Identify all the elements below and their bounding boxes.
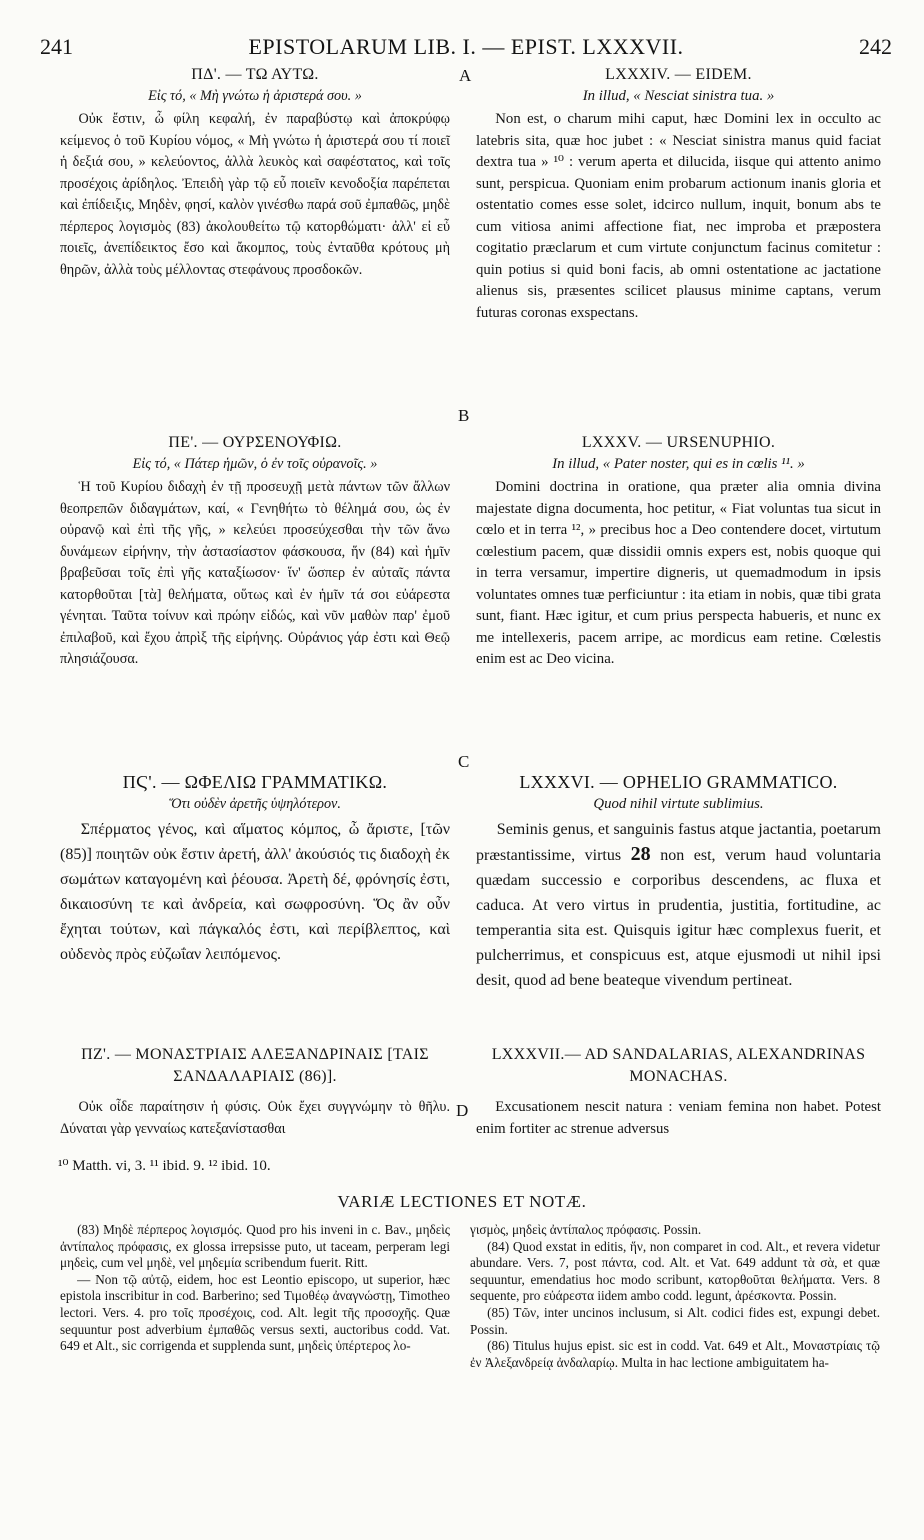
greek-text-87: Οὐκ οἶδε παραίτησιν ἡ φύσις. Οὐκ ἔχει συγγνώμην τὸ θῆλυ. Δύναται γὰρ γενναίως κατεξανίστασθαι [60, 1099, 450, 1137]
latin-subtitle-84: In illud, « Nesciat sinistra tua. » [582, 87, 775, 104]
latin-section-86 [476, 772, 881, 993]
running-title: EPISTOLARUM LIB. I. — EPIST. LXXXVII. [248, 34, 684, 59]
note-83: (83) Μηδὲ πέρπερος λογισμός. Quod pro his inveni in c. Bav., μηδεὶς ἀντίπαλος πρόφασις, ex glossa irrepsisse puto, ut taceam, perperam legi μηδεὶς, cum vel μηδὲ, vel μηδεμία scribendum fuerit. Ritt. [60, 1222, 450, 1271]
greek-title-87: ΠΖ'. — ΜΟΝΑΣΤΡΙΑΙΣ ΑΛΕΞΑΝΔΡΙΝΑΙΣ [ΤΑΙΣ ΣΑΝΔΑΛΑΡΙΑΙΣ (86)]. [81, 1046, 429, 1085]
margin-letter-c: C [458, 752, 470, 771]
margin-letter-d: D [456, 1101, 469, 1120]
greek-subtitle-84: Εἰς τό, « Μὴ γνώτω ἡ ἀριστερά σου. » [148, 87, 362, 104]
latin-title-84: LXXXIV. — EIDEM. [605, 66, 752, 83]
notes-right-column [470, 1222, 880, 1371]
latin-title-85: LXXXV. — URSENUPHIO. [581, 434, 776, 451]
latin-text-84: Non est, o charum mihi caput, hæc Domini lex in occulto ac latebris sita, quæ hoc jubet : « Nesciat sinistra manus quid faciat dextra tua » ¹⁰ : verum aperta et dilucida, iisque qui attento animo sunt, perspicua. Quoniam enim probarum actionum inanis gloria et ostentatio comes esse solet, idcirco nullum, inquit, bonum abs te cum vitiosa animi affectione fiat, nec improba et præpostera cogitatio præclarum et cum virtute conjunctum facinus comitetur : quin potius si quid boni facis, ab omni ostentatione ac jactatione alienus sis, præsentes scilicet plausus minime captans, verum futuras coronas exspectans. [476, 111, 881, 321]
latin-subtitle-86: Quod nihil virtute sublimius. [593, 795, 764, 812]
margin-letter-b: B [458, 406, 470, 425]
latin-section-85 [476, 432, 881, 671]
latin-title-87: LXXXVII.— AD SANDALARIAS, ALEXANDRINAS MONACHAS. [491, 1046, 866, 1085]
running-header [40, 34, 892, 64]
greek-title-85: ΠΕ'. — ΟΥΡΣΕΝΟΥΦΙΩ. [168, 434, 342, 451]
greek-title-86: ΠϚ'. — ΩΦΕΛΙΩ ΓΡΑΜΜΑΤΙΚΩ. [122, 772, 388, 792]
latin-section-84 [476, 64, 881, 324]
greek-subtitle-86: Ὅτι οὐδὲν ἀρετῆς ὑψηλότερον. [169, 795, 341, 812]
greek-section-86 [60, 772, 450, 967]
latin-text-85: Domini doctrina in oratione, qua præter alia omnia divina majestate digna documenta, hoc petitur, « Fiat voluntas tua sicut in cœlo et in terra ¹², » precibus hoc a Deo contendere docet, virtutum cœlestium pacem, quæ dissidii omnis expers est, nobis quoque qui in terra versamur, impertire digneris, ut quemadmodum in ipsis voluntates omnes tuæ perficiuntur : ita etiam in nobis, quæ tibi grata sunt, fiant. Hæc igitur, et cum prius perspecta habueris, et nunc ex me intellexeris, pacem arripe, ac mordicus eam retine. Cœlestis enim est ac Deo vicina. [476, 479, 881, 667]
margin-letter-a: A [459, 66, 472, 85]
latin-subtitle-85: In illud, « Pater noster, qui es in cœlis ¹¹. » [552, 455, 805, 472]
column-marker-28: 28 [630, 843, 651, 865]
latin-text-86-a: Seminis genus, et sanguinis fastus atque jactantia, poetarum præstantissime, virtus [476, 821, 881, 864]
greek-text-85: Ἡ τοῦ Κυρίου διδαχὴ ἐν τῇ προσευχῇ μετὰ πάντων τῶν ἄλλων θεοπρεπῶν διδαγμάτων, καί, « Γενηθήτω τὸ θέλημά σου, ὡς ἐν οὐρανῷ καὶ ἐπὶ τῆς γῆς, » κελεύει προσεύχεσθαι τὴν τῶν ἄνω δυνάμεων εἰρήνην, τὴν ἀστασίαστον φάσκουσα, ἥν (84) καὶ ἡμῖν βραβεῦσαι τοῖς ἐπὶ γῆς καταξίωσον· ἵν' ὥσπερ ἐν αὐταῖς πάντα κατορθοῦται [τὰ] θελήματα, οὕτως καὶ ἐν ἡμῖν τά σοι εὐάρεστα γένηται. Ταῦτα τοίνυν καὶ πρώην εἰδώς, καὶ νῦν μαθὼν παρ' ἐμοῦ ἐπιλαβοῦ, καὶ ἔχου ἀπρὶξ τῆς εἰρήνης. Οὐράνιος γάρ ἐστι καὶ Θεῷ πλησιάζουσα. [60, 479, 450, 667]
note-86: (86) Titulus hujus epist. sic est in codd. Vat. 649 et Alt., Μοναστρίαις τῷ ἐν Ἀλεξανδρείᾳ ἀνδαλαρίῳ. Multa in hac lectione ambiguitatem ha- [470, 1338, 880, 1370]
greek-subtitle-85: Εἰς τό, « Πάτερ ἡμῶν, ὁ ἐν τοῖς οὐρανοῖς. » [132, 455, 378, 472]
greek-section-84 [60, 64, 450, 281]
page-number-right: 242 [859, 34, 892, 59]
greek-title-84: ΠΔ'. — ΤΩ ΑΥΤΩ. [191, 66, 319, 83]
footnotes: ¹⁰ Matth. vi, 3. ¹¹ ibid. 9. ¹² ibid. 10. [58, 1158, 271, 1174]
greek-text-86: Σπέρματος γένος, καὶ αἵματος κόμπος, ὦ ἄριστε, [τῶν (85)] ποιητῶν οὐκ ἔστιν ἀρετή, ἀλλ' ἀκούσιός τις διαδοχὴ ἐκ σωμάτων καταγομένη καὶ ῥέουσα. Ἀρετὴ δέ, φρόνησίς ἐστι, δικαιοσύνη τε καὶ ἀνδρεία, καὶ σωφροσύνη. Ὅς ἂν οὖν ἔχηται τούτων, καὶ πάγκαλός ἐστι, καὶ περίβλεπτος, καὶ οὐδενὸς πρὸς εὐζωΐαν λειπόμενος. [60, 821, 450, 963]
latin-text-86-b: non est, verum haud voluntaria quædam successio e corporibus descendens, ac fluxa et caduca. At vero virtus in prudentia, justitia, fortitudine, ac temperantia sita est. Quisquis igitur hæc complexus fuerit, et pulcherrimus, et conspicuus est, atque ejusmodi ut nihil ipsi desit, quod ad bene beateque vivendum pertineat. [476, 847, 881, 989]
latin-text-86 [476, 817, 881, 993]
note-85: (85) Τῶν, inter uncinos inclusum, si Alt. codici fides est, expungi debet. Possin. [470, 1304, 880, 1337]
notes-left-column [60, 1222, 450, 1355]
latin-section-87 [476, 1044, 881, 1140]
greek-section-85 [60, 432, 450, 671]
greek-text-84: Οὐκ ἔστιν, ὦ φίλη κεφαλή, ἐν παραβύστῳ καὶ ἀποκρύφῳ κείμενος ὁ τοῦ Κυρίου νόμος, « Μὴ γνώτω ἡ ἀριστερά σου τί ποιεῖ ἡ δεξιά σου, » κελεύοντος, ἀλλὰ λευκὸς καὶ σαφέστατος, καὶ τοῖς προσέχοις ἀρίδηλος. Ἐπειδὴ γὰρ τῷ εὖ ποιεῖν κενοδοξία παρέπεται καὶ ἐπίδειξις, Μηδὲν, φησί, καλὸν γινέσθω παρά σοῦ ἐμπαθῶς, μηδὲ πέρπερος λογισμὸς (83) ἀκολουθείτω τῷ κατορθώματι· ἀλλ' εἰ εὖ ποιεῖς, ἀνεπίδεικτος ἔσο καὶ ἄκομπος, τοὺς ἐνταῦθα κρότους μὴ θηρῶν, ἀλλὰ τοὺς μέλλοντας στεφάνους προσδοκῶν. [60, 111, 450, 278]
greek-section-87 [60, 1044, 450, 1140]
note-84: (84) Quod exstat in editis, ἥν, non comparet in cod. Alt., et revera videtur abundare. Vers. 7, post πάντα, cod. Alt. et Vat. 649 addunt τὰ σὰ, et quæ sequuntur, emendatius hoc modo scribunt, κατορθοῦται θελήματα. Vers. 8 sequente, pro εὐάρεστα iidem ambo codd. legunt, ἀρέσκοντα. Possin. [470, 1238, 880, 1304]
page-number-left: 241 [40, 34, 73, 59]
note-83-cont: — Non τῷ αὐτῷ, eidem, hoc est Leontio episcopo, ut superior, hæc epistola inscribitur in cod. Barberino; sed Τιμοθέῳ ἀναγνώστῃ, Timotheo lectori. Vers. 4. pro τοῖς προσέχοις, cod. Alt. legit τῆς προσοχῆς. Quæ sequuntur post adverbium ἐμπαθῶς versus sexti, auctoribus codd. Vat. 649 et Alt., sic corrigenda et supplenda sunt, μηδεὶς ὑπέρτερος λο- [60, 1271, 450, 1354]
notes-title: VARIÆ LECTIONES ET NOTÆ. [337, 1192, 587, 1211]
note-83-tail: γισμὸς, μηδεὶς ἀντίπαλος πρόφασις. Possin. [470, 1222, 702, 1237]
latin-text-87: Excusationem nescit natura : veniam femina non habet. Potest enim fortiter ac strenue adversus [476, 1099, 881, 1137]
latin-title-86: LXXXVI. — OPHELIO GRAMMATICO. [519, 772, 838, 792]
